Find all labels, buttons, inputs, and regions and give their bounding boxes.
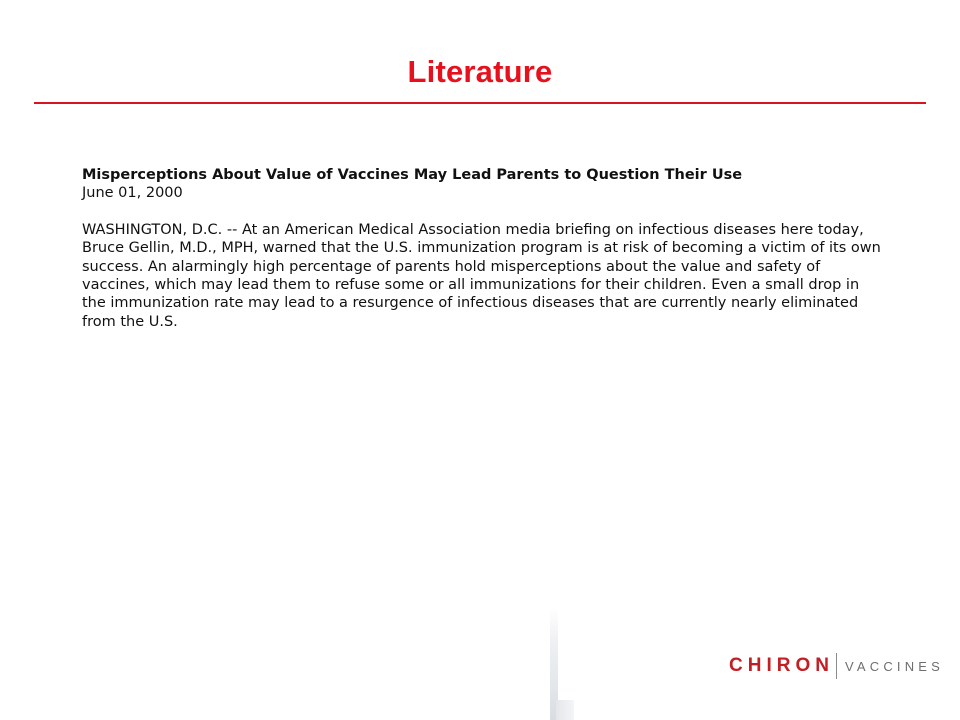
logo-brand: CHIRON <box>729 655 834 676</box>
background-photo-edge <box>556 700 574 720</box>
article-body: WASHINGTON, D.C. -- At an American Medical Association media briefing on infectious diseases here today, Bruce Gellin, M.D., MPH, warned that the U.S. immunization program is at risk of becoming a victim of its own success. An alarmingly high percentage of parents hold misperceptions about the value and safety of vaccines, which may lead them to refuse some or all immunizations for their children. Even a small drop in the immunization rate may lead to a resurgence of infectious diseases that are currently nearly eliminated from the U.S. <box>82 221 881 330</box>
title-divider <box>34 102 926 104</box>
logo-division: VACCINES <box>844 658 945 674</box>
article <box>82 166 902 331</box>
logo-divider <box>836 653 837 679</box>
article-headline: Misperceptions About Value of Vaccines May Lead Parents to Question Their Use <box>82 167 743 183</box>
article-date: June 01, 2000 <box>82 185 183 202</box>
chiron-vaccines-logo <box>729 652 944 680</box>
slide-title: Literature <box>407 54 553 89</box>
